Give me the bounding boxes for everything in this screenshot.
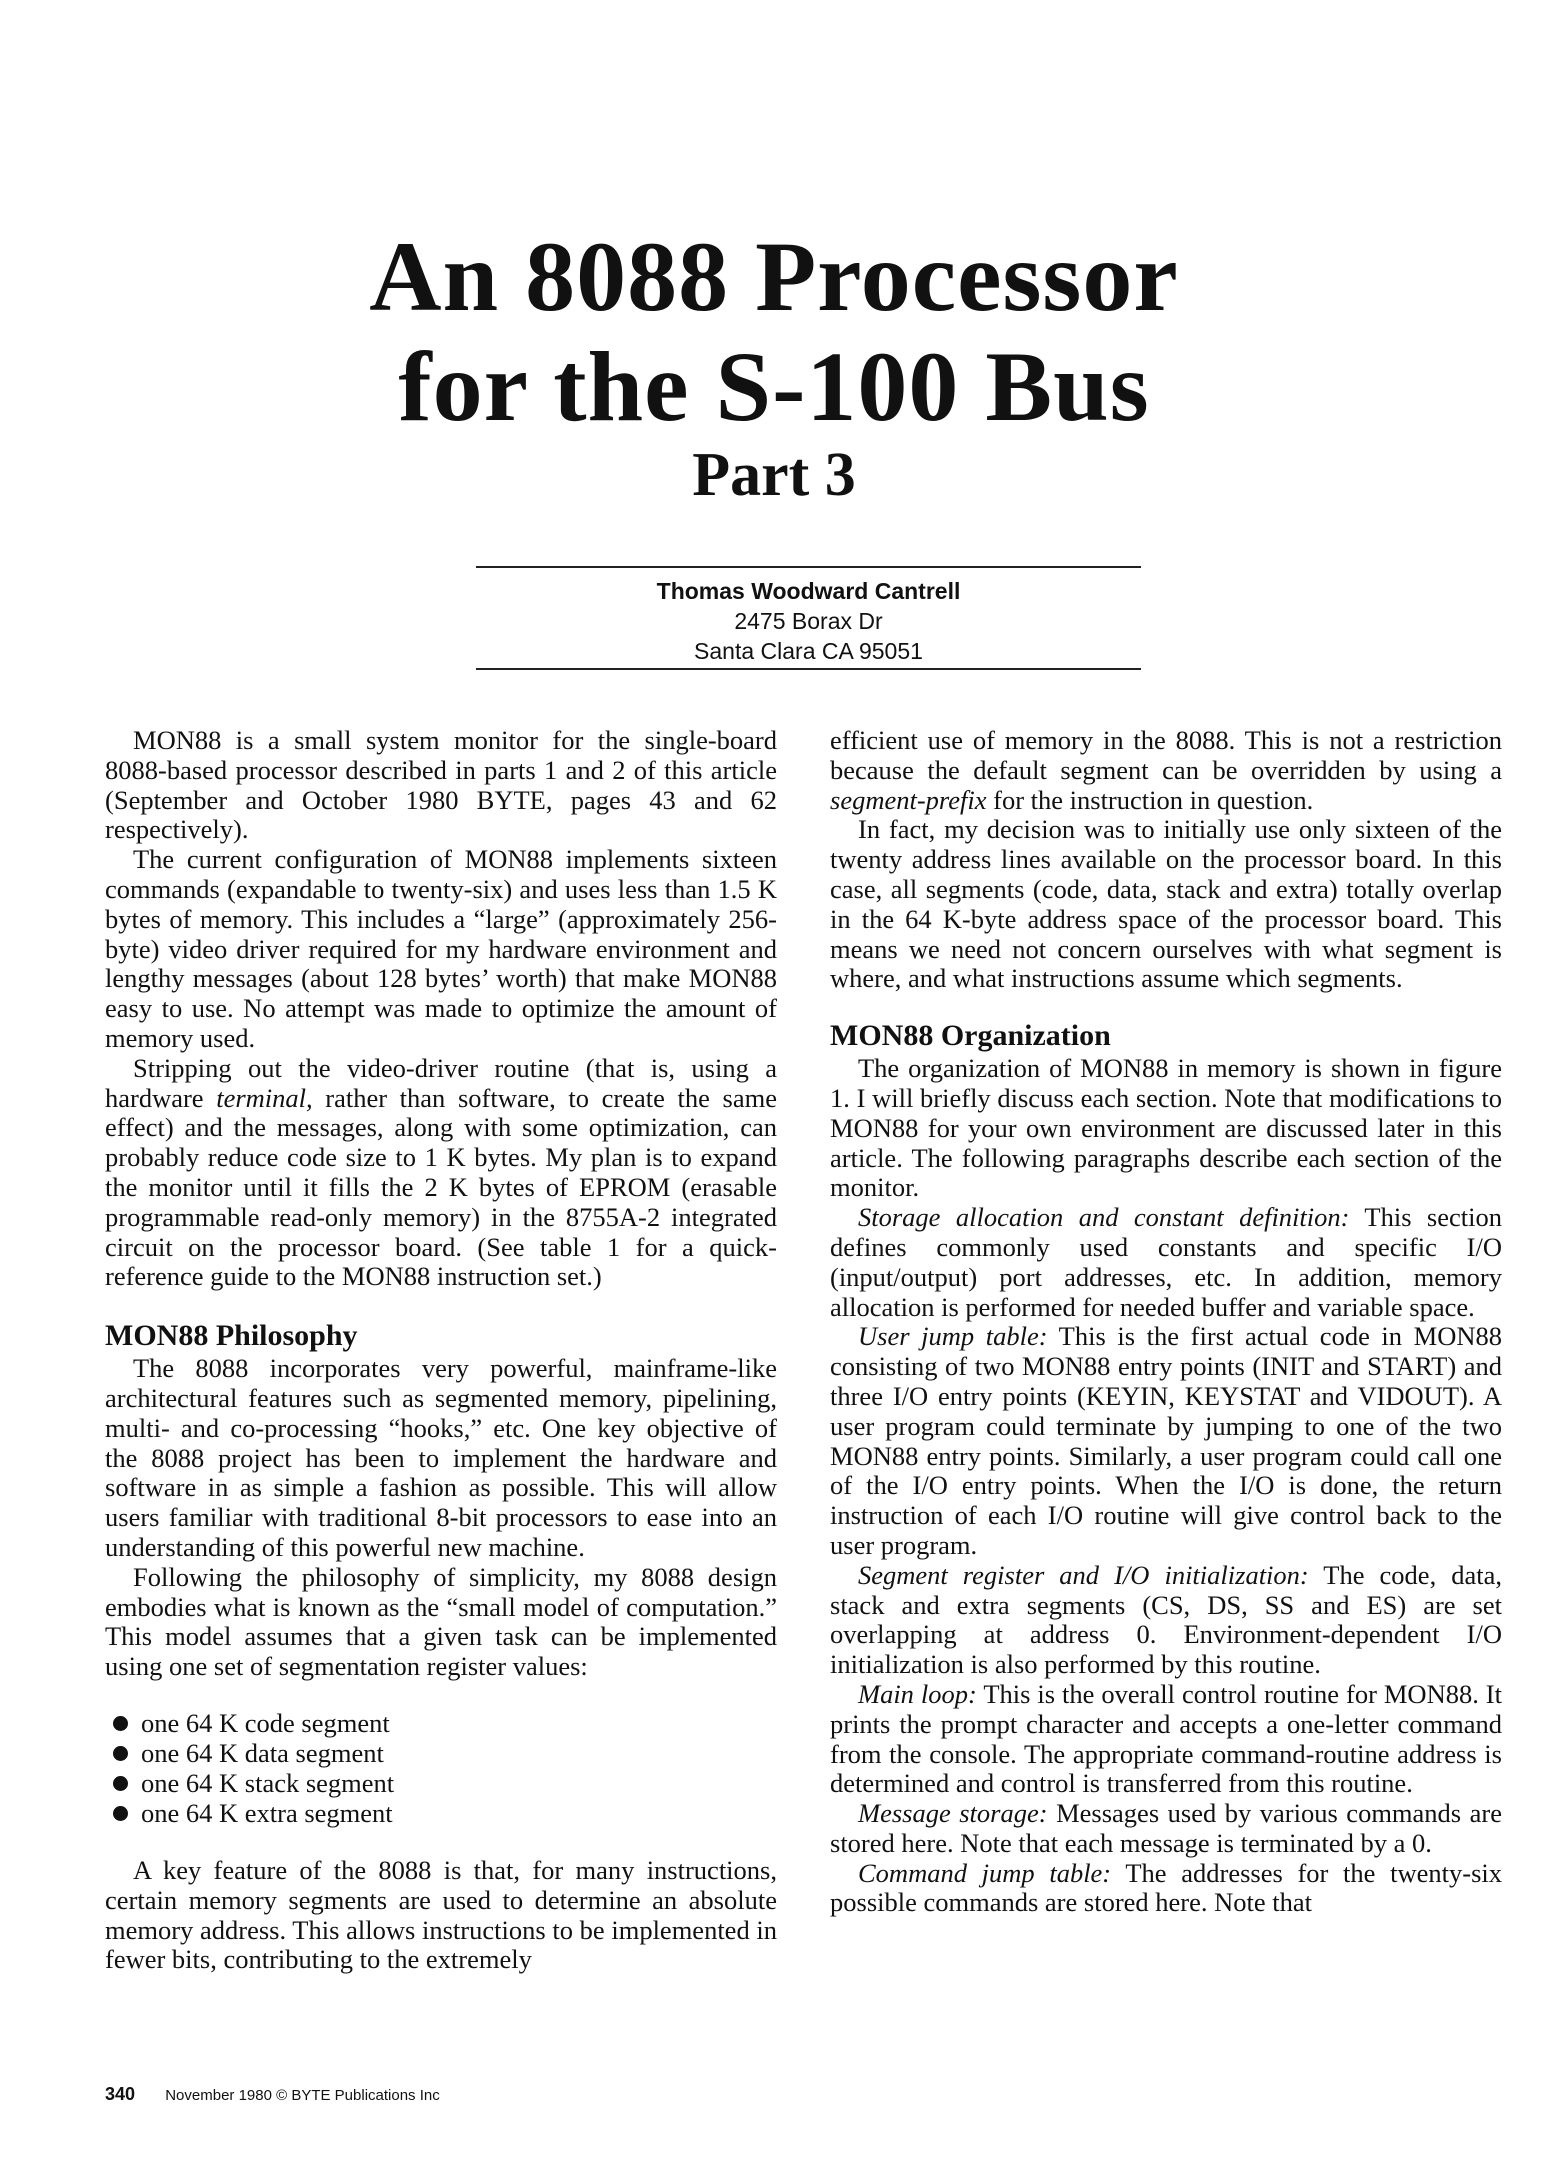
paragraph: The organization of MON88 in memory is shown in figure 1. I will briefly discuss each section. Note that modifications to MON88 for your own environment are discussed later in this article. The following paragraphs describe each section of the monitor. <box>830 1053 1502 1203</box>
article-title <box>0 222 1548 442</box>
list-item: one 64 K stack segment <box>105 1768 777 1798</box>
paragraph: The 8088 incorporates very powerful, mainframe-like architectural features such as segmented memory, pipelining, multi- and co-processing “hooks,” etc. One key objective of the 8088 project has been to implement the hardware and software in as simple a fashion as possible. This will allow users familiar with traditional 8-bit processors to ease into an understanding of this powerful new machine. <box>105 1353 777 1562</box>
page-footer <box>105 2084 440 2106</box>
emphasis: terminal, <box>216 1082 313 1113</box>
section-heading-philosophy: MON88 Philosophy <box>105 1319 358 1353</box>
bullet-icon <box>113 1806 128 1821</box>
emphasis: Command jump table: <box>858 1857 1112 1888</box>
author-block <box>476 576 1141 666</box>
paragraph: MON88 is a small system monitor for the single-board 8088-based processor described in parts 1 and 2 of this article (September and October 1980 BYTE, pages 43 and 62 respectively). <box>105 725 777 845</box>
title-line-2: for the S-100 Bus <box>398 331 1150 442</box>
paragraph: User jump table: This is the first actual code in MON88 consisting of two MON88 entry points (INIT and START) and three I/O entry points (KEYIN, KEYSTAT and VIDOUT). A user program could terminate by jumping to one of the two MON88 entry points. Similarly, a user program could call one of the I/O entry points. When the I/O is done, the return instruction of each I/O routine will give control back to the user program. <box>830 1321 1502 1560</box>
list-item: one 64 K code segment <box>105 1708 777 1738</box>
emphasis: segment-prefix <box>830 784 987 815</box>
paragraph: Command jump table: The addresses for the twenty-six possible commands are stored here. Note that <box>830 1857 1502 1918</box>
author-name: Thomas Woodward Cantrell <box>656 578 961 604</box>
paragraph: The current configuration of MON88 implements sixteen commands (expandable to twenty-six) and uses less than 1.5 K bytes of memory. This includes a “large” (approximately 256-byte) video driver required for my hardware environment and lengthy messages (about 128 bytes’ worth) that make MON88 easy to use. No attempt was made to optimize the amount of memory used. <box>105 844 777 1053</box>
bullet-icon <box>113 1746 128 1761</box>
segment-list <box>105 1708 777 1828</box>
author-rule-bottom <box>476 668 1141 670</box>
left-column <box>105 726 777 1975</box>
emphasis: User jump table: <box>858 1321 1048 1352</box>
paragraph: Segment register and I/O initialization: The code, data, stack and extra segments (CS, DS, SS and ES) are set overlapping at address 0. Environment-dependent I/O initialization is also performed by this routine. <box>830 1559 1502 1680</box>
paragraph: efficient use of memory in the 8088. This is not a restriction because the default segment can be overridden by using a segment-prefix for the instruction in question. <box>830 725 1502 815</box>
paragraph: A key feature of the 8088 is that, for many instructions, certain memory segments are used to determine an absolute memory address. This allows instructions to be implemented in fewer bits, contributing to the extremely <box>105 1854 777 1975</box>
article-part: Part 3 <box>692 441 856 509</box>
paragraph: Following the philosophy of simplicity, my 8088 design embodies what is known as the “small model of computation.” This model assumes that a given task can be implemented using one set of segmentation register values: <box>105 1561 777 1682</box>
author-street: 2475 Borax Dr <box>734 608 883 634</box>
emphasis: Message storage: <box>858 1798 1048 1829</box>
bullet-icon <box>113 1716 128 1731</box>
emphasis: Storage allocation and constant definition: <box>858 1202 1350 1233</box>
publication-credit: November 1980 © BYTE Publications Inc <box>165 2087 440 2104</box>
paragraph: Main loop: This is the overall control routine for MON88. It prints the prompt character and accepts a one-letter command from the console. The appropriate command-routine address is determined and control is transferred from this routine. <box>830 1678 1502 1799</box>
paragraph: Stripping out the video-driver routine (that is, using a hardware terminal, rather than software, to create the same effect) and the messages, along with some optimization, can probably reduce code size to 1 K bytes. My plan is to expand the monitor until it fills the 2 K bytes of EPROM (erasable programmable read-only memory) in the 8755A-2 integrated circuit on the processor board. (See table 1 for a quick-reference guide to the MON88 instruction set.) <box>105 1052 777 1292</box>
author-rule-top <box>476 566 1141 568</box>
page-number: 340 <box>105 2084 136 2104</box>
emphasis: Main loop: <box>858 1678 977 1709</box>
list-item: one 64 K data segment <box>105 1738 777 1768</box>
paragraph: Message storage: Messages used by various commands are stored here. Note that each message is terminated by a 0. <box>830 1798 1502 1858</box>
bullet-icon <box>113 1776 128 1791</box>
list-item: one 64 K extra segment <box>105 1798 777 1828</box>
title-line-1: An 8088 Processor <box>369 221 1179 332</box>
emphasis: Segment register and I/O initialization: <box>858 1559 1309 1590</box>
right-column <box>830 726 1502 1918</box>
section-heading-organization: MON88 Organization <box>830 1019 1111 1053</box>
paragraph: In fact, my decision was to initially use only sixteen of the twenty address lines available on the processor board. In this case, all segments (code, data, stack and extra) totally overlap in the 64 K-byte address space of the processor board. This means we need not concern ourselves with what segment is where, and what instructions assume which segments. <box>830 814 1502 994</box>
author-city: Santa Clara CA 95051 <box>694 638 923 664</box>
paragraph: Storage allocation and constant definition: This section defines commonly used constants and specific I/O (input/output) port addresses, etc. In addition, memory allocation is performed for needed buffer and variable space. <box>830 1202 1502 1322</box>
